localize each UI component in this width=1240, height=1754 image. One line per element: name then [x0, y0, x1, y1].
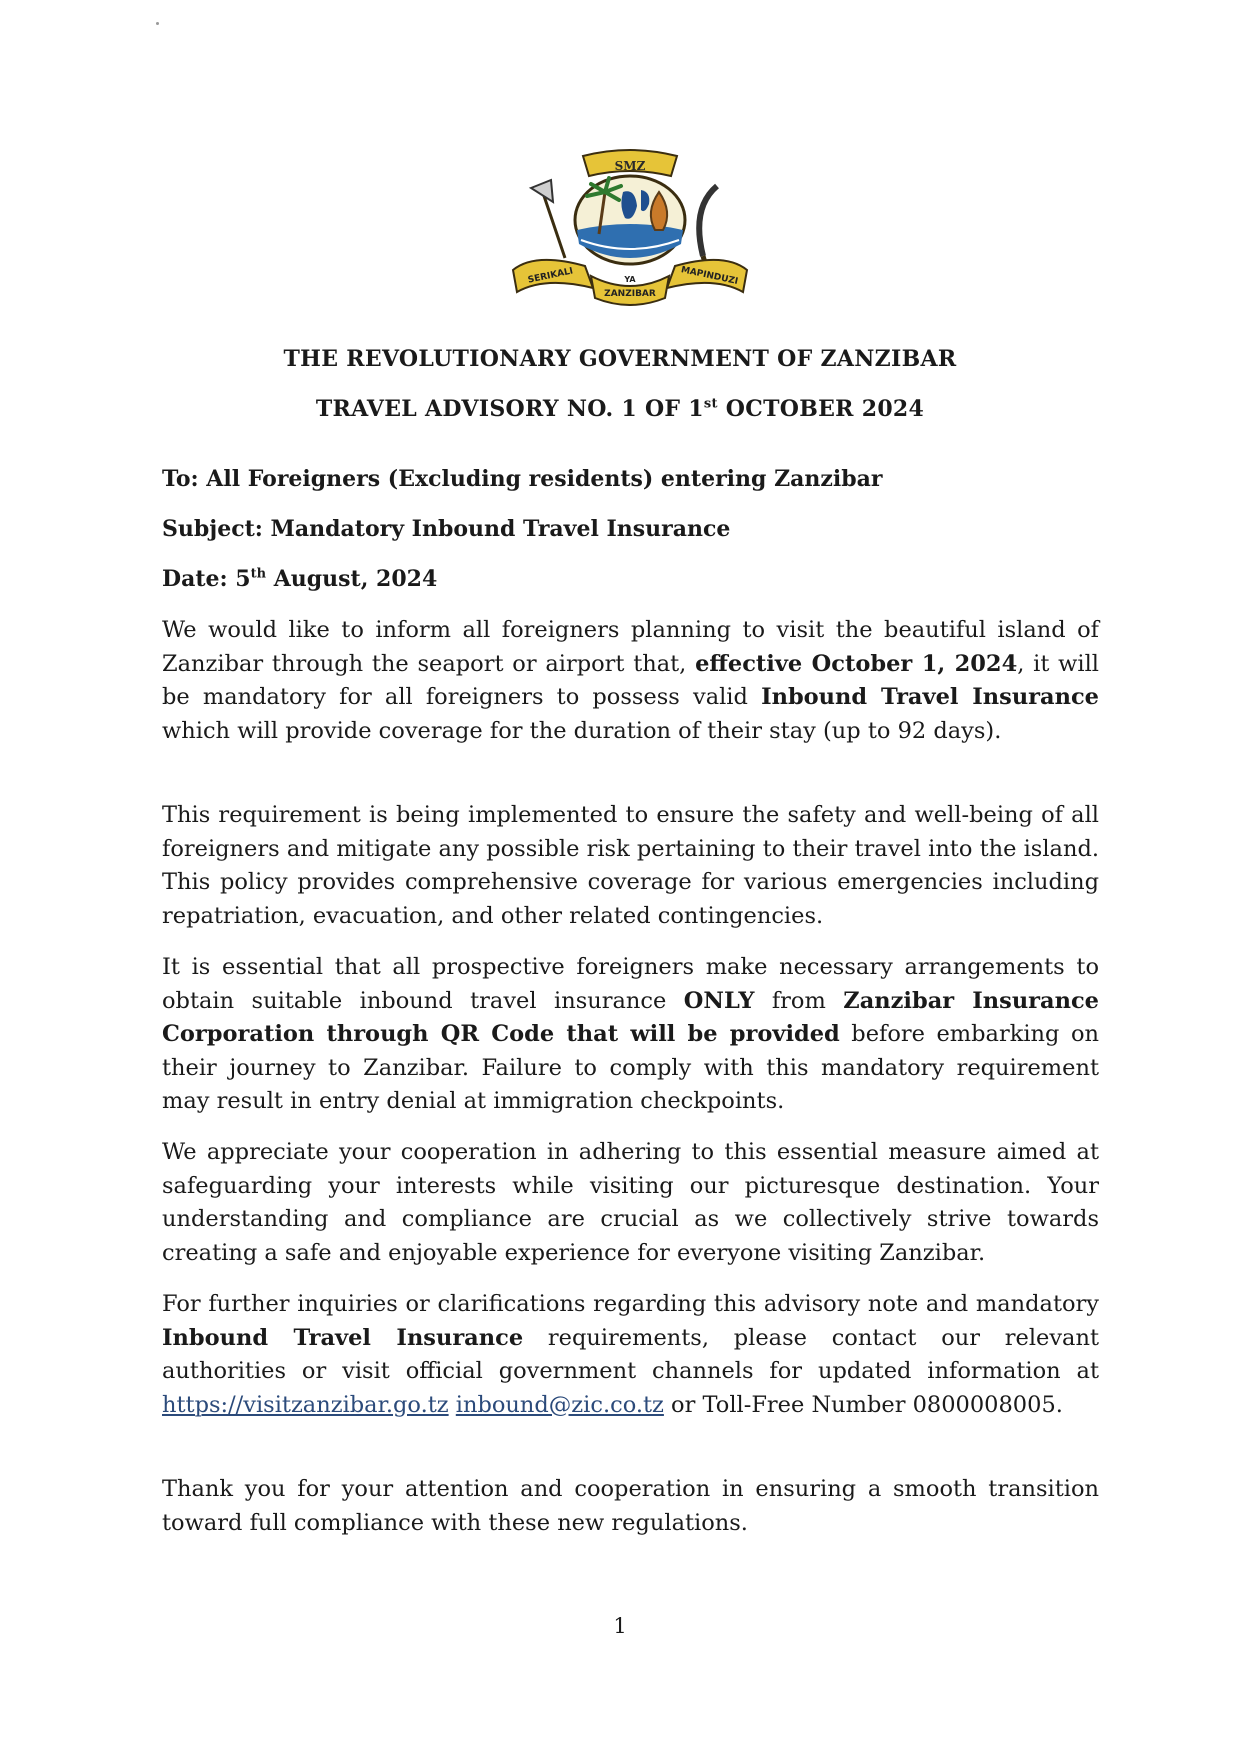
paragraph-closing: Thank you for your attention and cooperation in ensuring a smooth transition toward full compliance with these new regulations.: [162, 1476, 1099, 1536]
paragraph-intro: [162, 614, 1099, 748]
paragraph-contact: [162, 1288, 1099, 1422]
p5-insurance-term: Inbound Travel Insurance: [162, 1324, 524, 1351]
p1-text-c: , it will be mandatory for all foreigners to possess valid: [162, 650, 1099, 710]
p1-text-a: We would like to inform all foreigners planning to visit the beautiful island of Zanzibar through the seaport or airport that,: [162, 617, 1099, 677]
subject-line: Subject: Mandatory Inbound Travel Insurance: [162, 516, 731, 542]
p3-provider: Zanzibar Insurance Corporation through QR Code that will be provided: [162, 987, 1099, 1047]
zanzibar-coat-of-arms-logo: [495, 148, 765, 306]
page-number: 1: [613, 1614, 627, 1638]
recipient-line: To: All Foreigners (Excluding residents) entering Zanzibar: [162, 466, 883, 492]
paragraph-requirement: [162, 951, 1099, 1119]
advisory-title-suffix: OCTOBER 2024: [717, 396, 925, 422]
p5-text-d: or Toll-Free Number 0800008005.: [663, 1391, 1063, 1418]
visitzanzibar-link[interactable]: https://visitzanzibar.go.tz: [162, 1391, 449, 1418]
date-sup: th: [250, 566, 267, 582]
advisory-title: [0, 396, 1240, 422]
date-line: [162, 566, 437, 592]
emblem-top-ribbon-text: SMZ: [614, 159, 646, 173]
emblem-ribbon-right-text: MAPINDUZI: [679, 265, 739, 287]
p1-insurance-term: Inbound Travel Insurance: [761, 684, 1099, 710]
p1-text-e: which will provide coverage for the duration of their stay (up to 92 days).: [162, 717, 1002, 744]
paragraph-rationale: This requirement is being implemented to ensure the safety and well-being of all foreigners and mitigate any possible risk pertaining to their travel into the island. This policy provides comprehensive coverage for various emergencies including repatriation, evacuation, and other related contingencies.: [162, 802, 1099, 929]
date-suffix: August, 2024: [266, 566, 438, 592]
emblem-ribbon-center-top-text: YA: [624, 275, 636, 284]
emblem-ribbon-left-text: SERIKALI: [527, 266, 575, 286]
emblem-ribbon-center-text: ZANZIBAR: [604, 289, 656, 299]
paragraph-appreciation: We appreciate your cooperation in adhering to this essential measure aimed at safeguarding your interests while visiting our picturesque destination. Your understanding and compliance are crucial as we collectively strive towards creating a safe and enjoyable experience for everyone visiting Zanzibar.: [162, 1139, 1099, 1266]
p3-only: ONLY: [683, 987, 755, 1014]
advisory-title-prefix: TRAVEL ADVISORY NO. 1 OF 1: [315, 396, 704, 422]
document-title: THE REVOLUTIONARY GOVERNMENT OF ZANZIBAR: [283, 346, 957, 372]
inbound-email-link[interactable]: inbound@zic.co.tz: [455, 1391, 664, 1418]
p3-text-e: before embarking on their journey to Zanzibar. Failure to comply with this mandatory requirement may result in entry denial at immigration checkpoints.: [162, 1021, 1099, 1114]
p3-text-c: from: [754, 987, 844, 1014]
p1-effective-date: effective October 1, 2024: [695, 650, 1018, 677]
date-prefix: Date: 5: [162, 566, 251, 592]
p3-text-a: It is essential that all prospective foreigners make necessary arrangements to obtain suitable inbound travel insurance: [162, 954, 1099, 1014]
advisory-title-sup: st: [703, 396, 718, 412]
scan-speck: [156, 22, 159, 25]
p5-text-a: For further inquiries or clarifications regarding this advisory note and mandatory: [162, 1291, 1099, 1317]
p5-text-c: requirements, please contact our relevant authorities or visit official government channels for updated information at: [162, 1324, 1099, 1384]
